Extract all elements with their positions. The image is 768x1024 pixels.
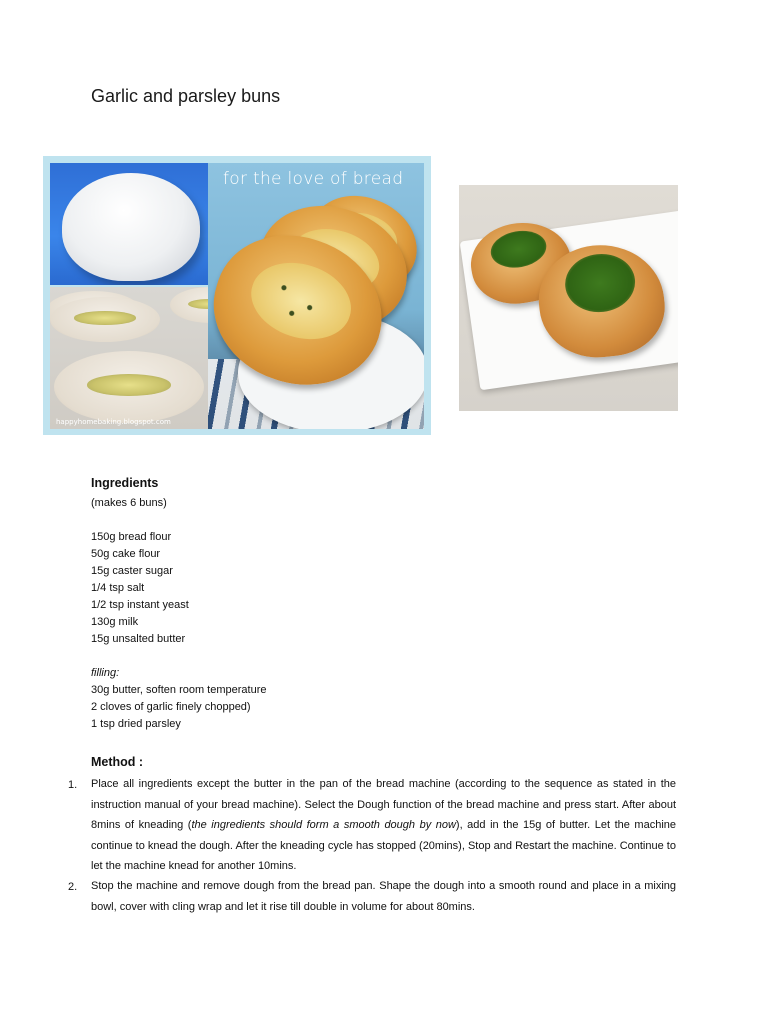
ingredient-item: 1/4 tsp salt: [91, 582, 145, 594]
filling-item: 2 cloves of garlic finely chopped): [91, 701, 251, 713]
ingredients-heading: Ingredients: [91, 476, 159, 490]
recipe-title: Garlic and parsley buns: [91, 86, 281, 106]
collage-caption: for the love of bread: [223, 169, 404, 189]
filling-item: 1 tsp dried parsley: [91, 718, 181, 730]
filling-label: filling:: [91, 667, 120, 679]
buns-on-plate-photo: [459, 185, 678, 411]
yield-text: (makes 6 buns): [91, 497, 167, 509]
ingredient-item: 150g bread flour: [91, 531, 172, 543]
filling-item: 30g butter, soften room temperature: [91, 684, 267, 696]
method-step-1: Place all ingredients except the butter in the pan of the bread machine (according to the sequence as stated in the instruction manual of your bread machine). Select the Dough function of the bread machine and press start. After about 8mins of kneading (the ingredients should form a smooth dough by now), add in the 15g of butter. Let the machine continue to knead the dough. After the kneading cycle has stopped (20mins), Stop and Restart the machine. Continue to let the machine knead for another 10mins.: [91, 778, 677, 873]
step-number: 1.: [68, 779, 78, 791]
photo-watermark: happyhomebaking.blogspot.com: [56, 418, 171, 426]
bread-collage-image: [43, 156, 431, 435]
dough-ball: [62, 173, 200, 281]
roll: [50, 297, 160, 342]
ingredient-item: 130g milk: [91, 616, 139, 628]
ingredient-item: 15g caster sugar: [91, 565, 173, 577]
ingredient-item: 50g cake flour: [91, 548, 161, 560]
ingredient-item: 15g unsalted butter: [91, 633, 186, 645]
ingredient-item: 1/2 tsp instant yeast: [91, 599, 189, 611]
baked-buns-photo: [208, 163, 424, 429]
roll: [54, 351, 204, 423]
method-step-2: Stop the machine and remove dough from the bread pan. Shape the dough into a smooth round and place in a mixing bowl, cover with cling wrap and let it rise till double in volume for about 80mins.: [91, 880, 676, 913]
step-number: 2.: [68, 881, 78, 893]
method-heading: Method :: [91, 755, 144, 769]
